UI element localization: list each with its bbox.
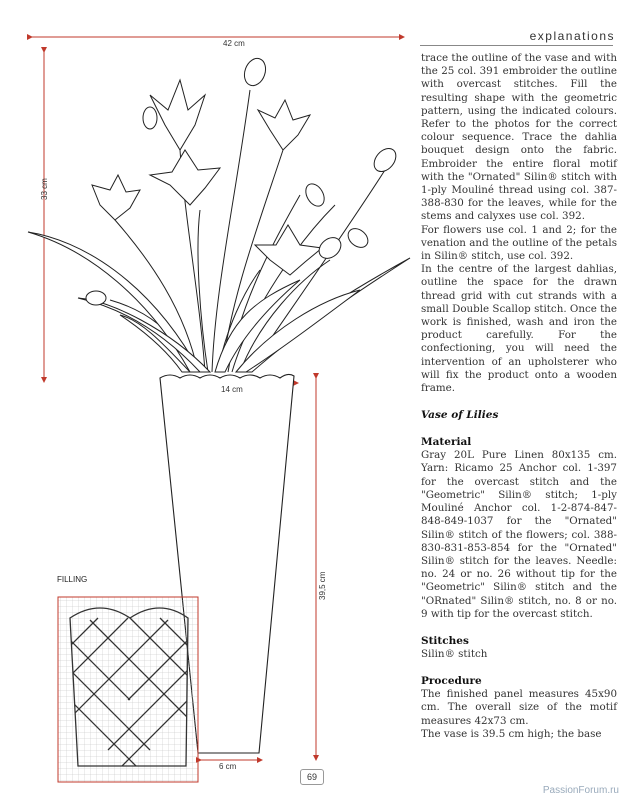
paragraph-outline: trace the outline of the vase and with the 25 col. 391 embroider the outline with overcast stitches. Fill the resulting shape with the geometric pattern, using the indicated colours. Refer to the photos for the correct colour sequence. Trace the dahlia bouquet design onto the fabric. Embroider the entire floral motif with the "Ornated" Silin® stitch with 1-ply Mouliné thread using col. 387-388-830 for the leaves, while for the stems and calyxes use col. 392.	[421, 52, 617, 223]
material-text: Gray 20L Pure Linen 80x135 cm. Yarn: Ricamo 25 Anchor col. 1-397 for the overcast stitch and the "Geometric" Silin® stitch; 1-ply Mouliné Anchor col. 1-2-874-847-848-849-1037 for the "Ornated" Silin® stitch of the flowers; col. 388-830-831-853-854 for the "Ornated" Silin® stitch for the leaves. Needle: no. 24 or no. 26 without tip for the "Geometric" Silin® stitch and the "ORnated" Silin® stitch, no. 8 or no. 9 with tip for the overcast stitch.	[421, 449, 617, 620]
stitches-text: Silin® stitch	[421, 647, 488, 660]
filling-label: FILLING	[57, 575, 88, 584]
dimension-vase-height-label: 39,5 cm	[318, 571, 327, 600]
material-heading: Material	[421, 436, 472, 449]
paragraph-flowers: For flowers use col. 1 and 2; for the venation and the outline of the petals in Silin® stitch, use col. 392.	[421, 223, 617, 263]
stitches-heading: Stitches	[421, 634, 469, 647]
procedure-heading: Procedure	[421, 675, 482, 688]
flower-heads	[86, 55, 400, 305]
dimension-width-label: 42 cm	[223, 39, 245, 48]
section-title: Vase of Lilies	[421, 409, 499, 422]
section-header: explanations	[529, 29, 615, 43]
header-rule	[420, 45, 613, 46]
page-number: 69	[300, 769, 324, 785]
dimension-vase-base-label: 6 cm	[219, 762, 237, 771]
watermark: PassionForum.ru	[542, 785, 619, 796]
procedure-text-2: The vase is 39.5 cm high; the base	[421, 727, 602, 740]
filling-swatch	[58, 597, 198, 782]
instructions-column	[421, 52, 617, 741]
procedure-text-1: The finished panel measures 45x90 cm. The overall size of the motif measures 42x73 cm.	[421, 688, 617, 727]
dimension-vase-top-label: 14 cm	[221, 385, 243, 394]
dimension-height-label: 33 cm	[40, 178, 49, 200]
leaves	[28, 232, 410, 372]
paragraph-centre: In the centre of the largest dahlias, outline the space for the drawn thread grid with cut strands with a small Double Scallop stitch. Once the work is finished, wash and iron the product carefully. For the confectioning, you will need the intervention of an upholsterer who will fix the product onto a wooden frame.	[421, 263, 617, 395]
